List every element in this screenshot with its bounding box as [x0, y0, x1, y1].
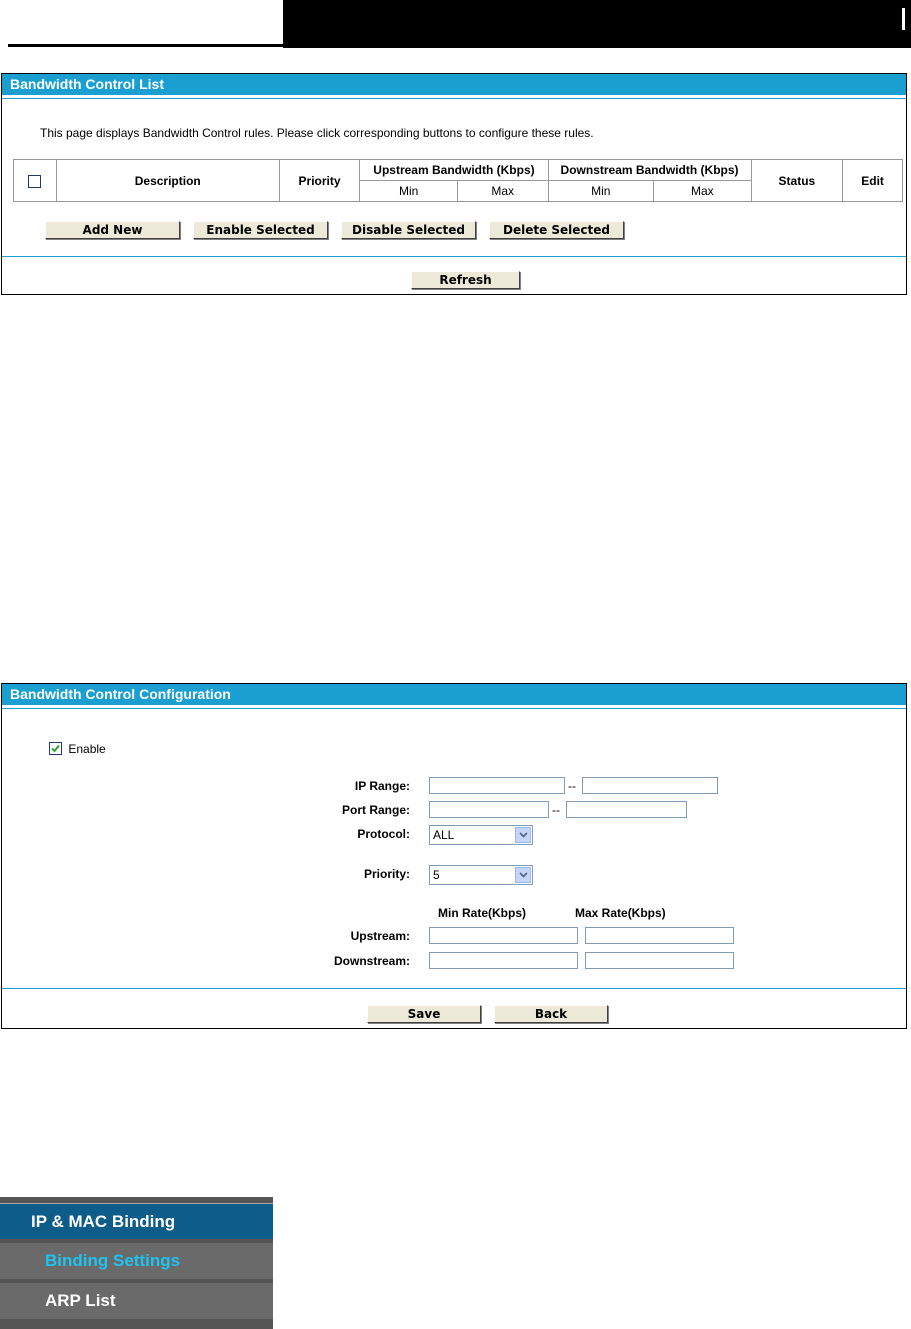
priority-select[interactable]	[429, 865, 533, 885]
sidebar-item-arp-list[interactable]: ARP List	[0, 1283, 273, 1319]
col-priority: Priority	[279, 160, 360, 202]
sidebar-menu	[0, 1197, 273, 1329]
col-upstream-min: Min	[360, 181, 458, 202]
intro-text: This page displays Bandwidth Control rules. Please click corresponding buttons to configure these rules.	[40, 126, 594, 140]
col-description: Description	[56, 160, 279, 202]
col-upstream-max: Max	[457, 181, 548, 202]
priority-value: 5	[433, 868, 440, 882]
check-icon	[50, 743, 61, 754]
protocol-select[interactable]	[429, 825, 533, 845]
ip-range-end-input[interactable]	[582, 777, 718, 794]
enable-label: Enable	[68, 742, 106, 756]
protocol-value: ALL	[433, 828, 455, 842]
sidebar-item-ip-mac-binding[interactable]: IP & MAC Binding	[0, 1203, 273, 1239]
enable-row	[49, 742, 106, 756]
select-all-cell[interactable]	[14, 160, 57, 202]
downstream-min-input[interactable]	[429, 952, 578, 969]
header-underline	[8, 44, 284, 47]
ip-range-separator: --	[568, 779, 576, 793]
enable-selected-button[interactable]: Enable Selected	[193, 221, 328, 239]
add-new-button[interactable]: Add New	[45, 221, 180, 239]
ip-range-start-input[interactable]	[429, 777, 565, 794]
delete-selected-button[interactable]: Delete Selected	[489, 221, 624, 239]
header-bar	[283, 0, 911, 48]
col-downstream: Downstream Bandwidth (Kbps)	[548, 160, 751, 181]
upstream-min-input[interactable]	[429, 927, 578, 944]
col-status: Status	[751, 160, 843, 202]
port-range-separator: --	[552, 803, 560, 817]
rules-table	[13, 159, 903, 202]
enable-checkbox[interactable]	[49, 742, 62, 755]
port-range-end-input[interactable]	[566, 801, 687, 818]
save-button[interactable]: Save	[367, 1005, 481, 1023]
port-range-start-input[interactable]	[429, 801, 549, 818]
refresh-button[interactable]: Refresh	[411, 271, 520, 289]
upstream-label: Upstream:	[350, 929, 410, 943]
footer-divider	[2, 988, 906, 989]
downstream-max-input[interactable]	[585, 952, 734, 969]
max-rate-header: Max Rate(Kbps)	[575, 906, 666, 920]
back-button[interactable]: Back	[494, 1005, 608, 1023]
col-downstream-max: Max	[654, 181, 752, 202]
select-all-checkbox[interactable]	[28, 175, 41, 188]
downstream-label: Downstream:	[333, 954, 410, 968]
upstream-max-input[interactable]	[585, 927, 734, 944]
min-rate-header: Min Rate(Kbps)	[438, 906, 526, 920]
port-range-label: Port Range:	[341, 803, 410, 817]
panel-title: Bandwidth Control List	[2, 74, 906, 96]
chevron-down-icon[interactable]	[515, 827, 531, 843]
col-edit: Edit	[843, 160, 903, 202]
title-divider	[2, 708, 906, 709]
disable-selected-button[interactable]: Disable Selected	[341, 221, 476, 239]
header-notch	[902, 8, 905, 30]
ip-range-label: IP Range:	[354, 779, 410, 793]
sidebar-item-binding-settings[interactable]: Binding Settings	[0, 1243, 273, 1279]
protocol-label: Protocol:	[357, 827, 410, 841]
priority-label: Priority:	[363, 867, 410, 881]
panel-title: Bandwidth Control Configuration	[2, 684, 906, 706]
chevron-down-icon[interactable]	[515, 867, 531, 883]
title-divider	[2, 98, 906, 99]
col-upstream: Upstream Bandwidth (Kbps)	[360, 160, 548, 181]
bandwidth-control-config-panel	[1, 683, 907, 1029]
footer-divider	[2, 256, 906, 257]
col-downstream-min: Min	[548, 181, 654, 202]
bandwidth-control-list-panel	[1, 73, 907, 295]
